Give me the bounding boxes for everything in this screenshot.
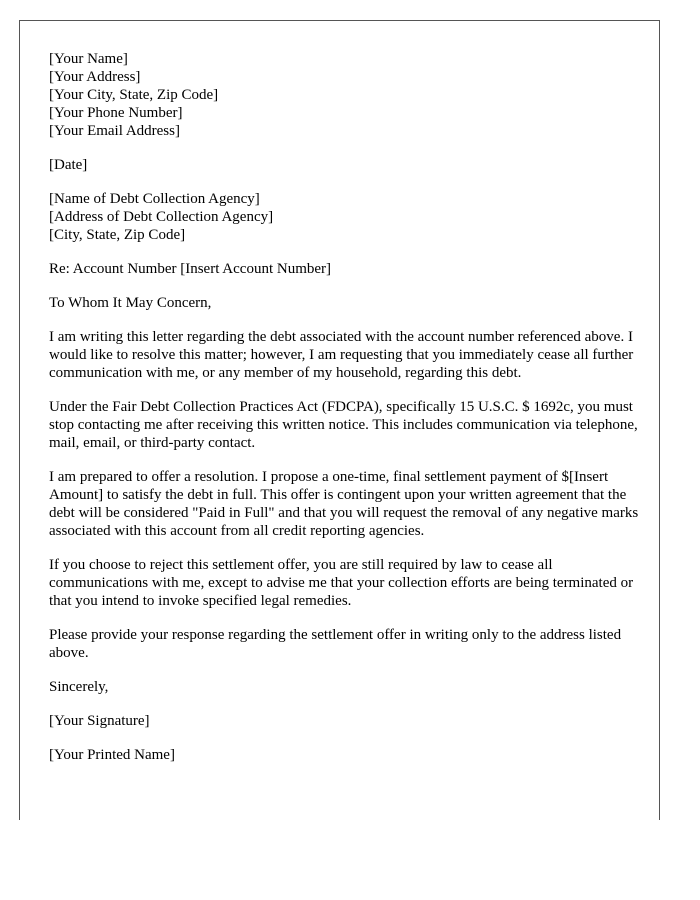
signature: [Your Signature]	[49, 713, 150, 729]
recipient-address: [Address of Debt Collection Agency]	[49, 209, 274, 225]
letter-date: [Date]	[49, 157, 88, 173]
printed-name: [Your Printed Name]	[49, 747, 175, 763]
date-block	[49, 156, 639, 174]
sender-address: [Your Address]	[49, 69, 141, 85]
sender-name: [Your Name]	[49, 51, 128, 67]
recipient-block	[49, 190, 639, 244]
subject-block	[49, 260, 639, 278]
sender-email: [Your Email Address]	[49, 123, 180, 139]
closing-block	[49, 678, 639, 696]
closing: Sincerely,	[49, 679, 109, 695]
letter-page	[19, 20, 660, 820]
printed-name-block	[49, 746, 639, 764]
sender-phone: [Your Phone Number]	[49, 105, 183, 121]
subject-line: Re: Account Number [Insert Account Number]	[49, 261, 332, 277]
recipient-name: [Name of Debt Collection Agency]	[49, 191, 260, 207]
body-paragraph-1: I am writing this letter regarding the debt associated with the account number referenced above. I would like to resolve this matter; however, I am requesting that you immediately cease all further communication with me, or any member of my household, regarding this debt.	[49, 329, 634, 381]
salutation-block	[49, 294, 639, 312]
signature-block	[49, 712, 639, 730]
sender-block	[49, 50, 639, 140]
body-paragraph-3: I am prepared to offer a resolution. I propose a one-time, final settlement payment of $[Insert Amount] to satisfy the debt in full. This offer is contingent upon your written agreement that the debt will be considered "Paid in Full" and that you will request the removal of any negative marks associated with this account from all credit reporting agencies.	[49, 469, 639, 539]
sender-city-state-zip: [Your City, State, Zip Code]	[49, 87, 219, 103]
body-paragraph-4: If you choose to reject this settlement offer, you are still required by law to cease all communications with me, except to advise me that your collection efforts are being terminated or that you intend to invoke specified legal remedies.	[49, 557, 634, 609]
body-paragraph-2: Under the Fair Debt Collection Practices Act (FDCPA), specifically 15 U.S.C. $ 1692c, you must stop contacting me after receiving this written notice. This includes communication via telephone, mail, email, or third-party contact.	[49, 399, 638, 451]
salutation: To Whom It May Concern,	[49, 295, 212, 311]
letter-content	[49, 50, 639, 780]
body-paragraph-5: Please provide your response regarding the settlement offer in writing only to the address listed above.	[49, 627, 622, 661]
recipient-city-state-zip: [City, State, Zip Code]	[49, 227, 186, 243]
